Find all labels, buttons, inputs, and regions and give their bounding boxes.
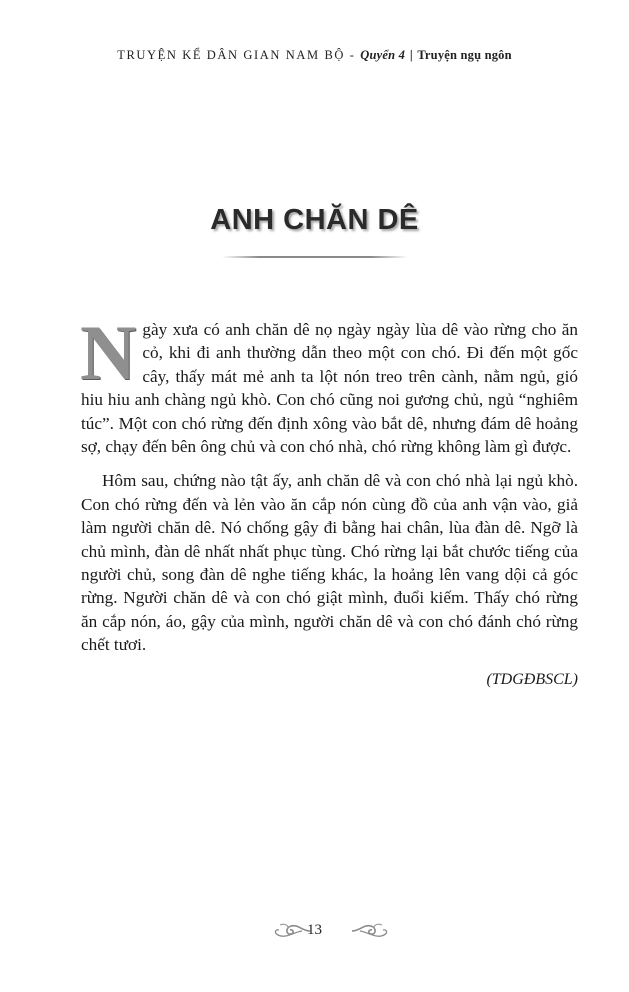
paragraph-2: Hôm sau, chứng nào tật ấy, anh chăn dê và con chó nhà lại ngủ khò. Con chó rừng đến và lẻn vào ăn cắp nón cùng đồ của anh vận vào, giả làm người chăn dê. Nó chống gậy đi bằng hai chân, lùa đàn dê. Ngỡ là chủ mình, đàn dê nhất nhất phục tùng. Chó rừng lại bắt chước tiếng của người chủ, song đàn dê nghe tiếng khác, la hoảng lên vang dội cả góc rừng. Người chăn dê và con chó giật mình, đuổi kiếm. Thấy chó rừng ăn cắp nón, áo, gậy của mình, người chăn dê và con chó đánh chó rừng chết tươi. bbox=[81, 471, 578, 655]
drop-cap: N bbox=[80, 309, 137, 396]
paragraph-1-text: gày xưa có anh chăn dê nọ ngày ngày lùa dê vào rừng cho ăn cỏ, khi đi anh thường dẫn theo một con chó. Đi đến một gốc cây, thấy mát mẻ anh ta lột nón treo trên cành, nằm ngủ, gió hiu hiu anh chàng ngủ khò. Con chó cũng noi gương chủ, ngủ “nghiêm túc”. Một con chó rừng đến định xông vào bắt dê, nhưng đám dê hoảng sợ, chạy đến bên ông chủ và con chó nhà, chó rừng không làm gì được. bbox=[81, 320, 578, 457]
source-citation: (TDGĐBSCL) bbox=[486, 670, 578, 688]
header-separator: - bbox=[345, 48, 361, 62]
story-title: ANH CHĂN DÊ bbox=[210, 204, 419, 236]
genre-label: Truyện ngụ ngôn bbox=[417, 48, 512, 62]
volume-label: Quyển 4 bbox=[360, 48, 406, 62]
page-number: 13 bbox=[307, 922, 322, 938]
scroll-flourish-icon bbox=[350, 920, 390, 942]
book-title: TRUYỆN KỂ DÂN GIAN NAM BỘ bbox=[117, 48, 346, 62]
story-body bbox=[80, 309, 578, 691]
paragraph-1 bbox=[80, 309, 578, 458]
page-footer bbox=[0, 916, 629, 946]
header-divider: | bbox=[409, 48, 413, 62]
title-underline bbox=[222, 256, 408, 258]
running-header bbox=[0, 48, 629, 63]
